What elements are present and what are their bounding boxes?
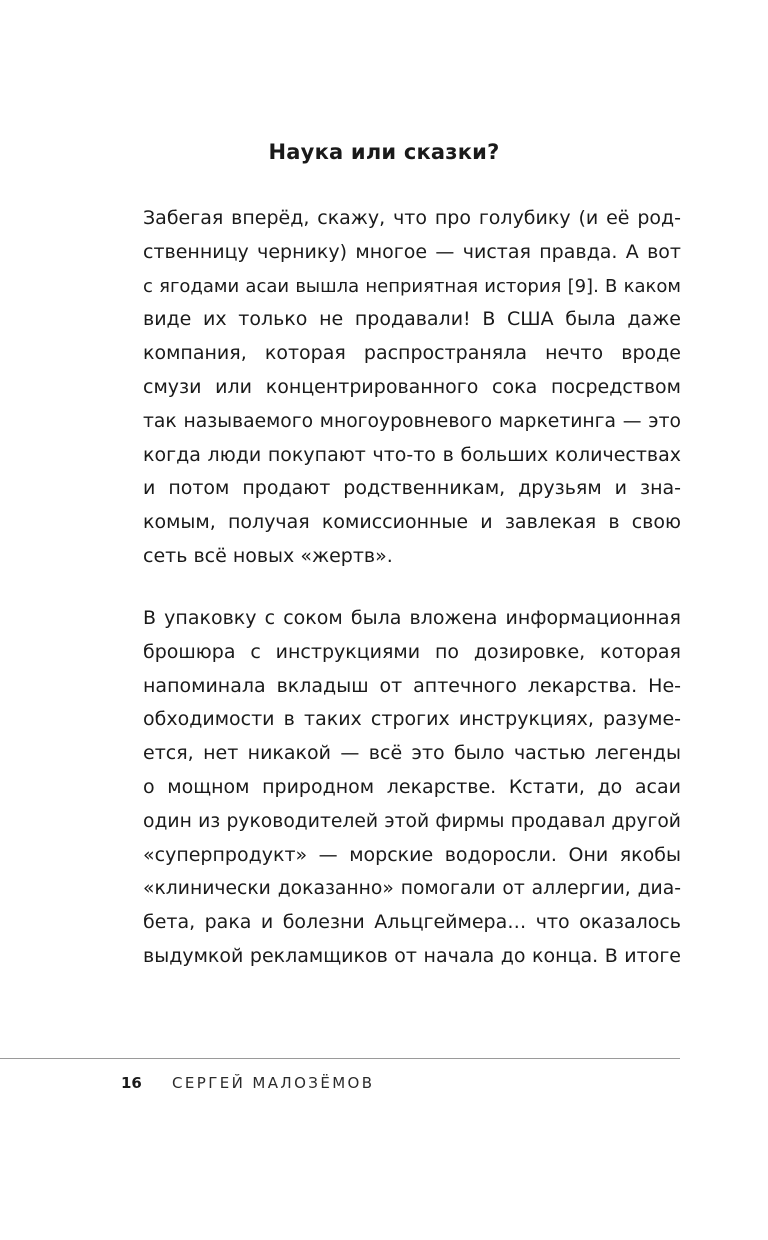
footer-divider <box>0 1058 680 1059</box>
text-line: виде их только не продавали! В США была даже <box>143 308 681 331</box>
paragraph-2 <box>143 602 681 974</box>
text-line: когда люди покупают что-то в больших количествах <box>143 443 681 466</box>
text-line: и потом продают родственникам, друзьям и зна- <box>143 477 681 500</box>
text-line: «клинически доказанно» помогали от аллергии, диа- <box>143 878 681 900</box>
text-line: компания, которая распространяла нечто вроде <box>143 342 681 365</box>
text-line: Забегая вперёд, скажу, что про голубику (и её род- <box>143 207 681 229</box>
text-line: бета, рака и болезни Альцгеймера… что оказалось <box>143 911 681 934</box>
text-line: ется, нет никакой — всё это было частью легенды <box>143 742 681 765</box>
text-line: ственницу чернику) многое — чистая правда. А вот <box>143 240 681 263</box>
text-line: один из руководителей этой фирмы продавал другой <box>143 810 681 832</box>
page-number: 16 <box>121 1074 142 1092</box>
text-line: смузи или концентрированного сока посредством <box>143 375 681 398</box>
text-line: выдумкой рекламщиков от начала до конца. В итоге <box>143 944 681 967</box>
section-heading: Наука или сказки? <box>268 140 500 164</box>
text-line: В упаковку с соком была вложена информационная <box>143 607 681 629</box>
text-line: сеть всё новых «жертв». <box>143 544 393 567</box>
running-head-author: СЕРГЕЙ МАЛОЗЁМОВ <box>172 1074 375 1092</box>
text-line: «суперпродукт» — морские водоросли. Они якобы <box>143 843 681 866</box>
text-line: с ягодами асаи вышла неприятная история [9]. В каком <box>143 275 681 297</box>
paragraph-1 <box>143 202 681 574</box>
text-line: напоминала вкладыш от аптечного лекарства. Не- <box>143 674 681 697</box>
text-line: комым, получая комиссионные и завлекая в свою <box>143 511 681 534</box>
text-line: так называемого многоуровневого маркетинга — это <box>143 410 681 432</box>
text-line: обходимости в таких строгих инструкциях, разуме- <box>143 708 681 731</box>
text-line: о мощном природном лекарстве. Кстати, до асаи <box>143 775 681 798</box>
text-line: брошюра с инструкциями по дозировке, которая <box>143 640 681 663</box>
